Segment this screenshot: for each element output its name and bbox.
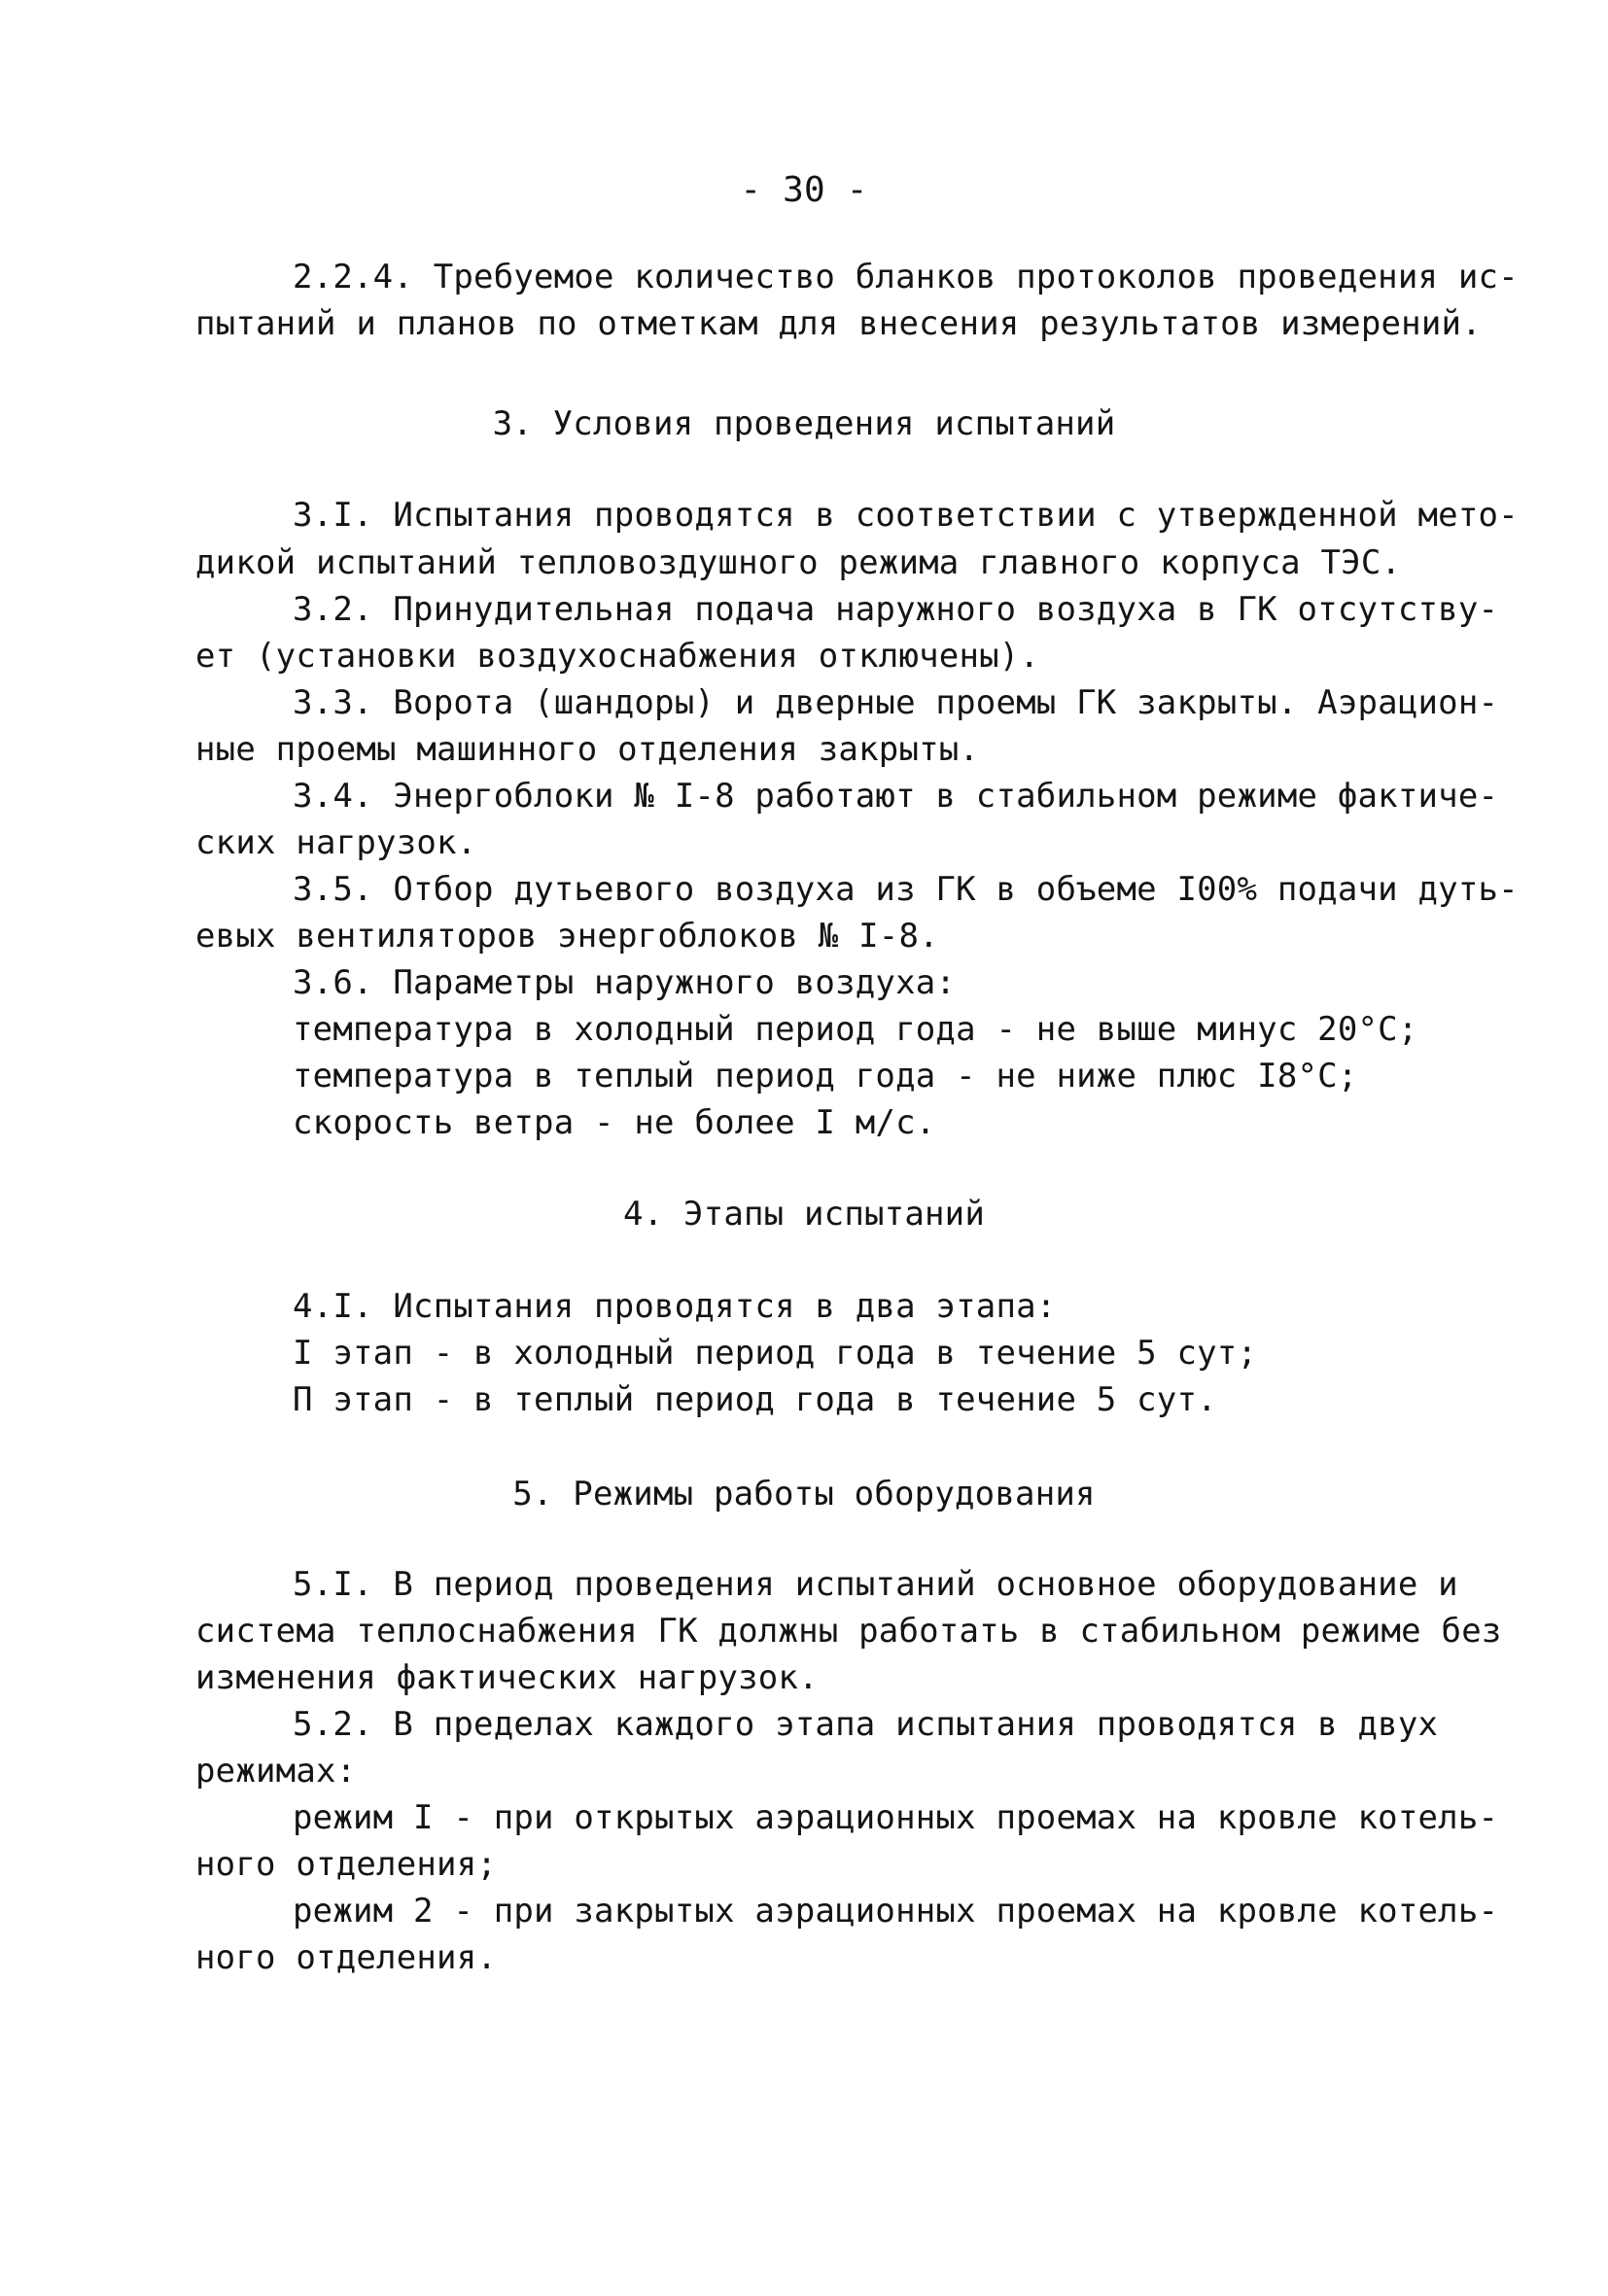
paragraph-5-1-line-1: 5.I. В период проведения испытаний основное оборудование и (293, 1565, 1458, 1604)
paragraph-5-1-line-3: изменения фактических нагрузок. (195, 1658, 819, 1697)
paragraph-3-4-line-1: 3.4. Энергоблоки № I-8 работают в стабильном режиме фактиче- (293, 777, 1499, 816)
paragraph-5-1-line-2: система теплоснабжения ГК должны работать в стабильном режиме без (195, 1612, 1502, 1651)
paragraph-3-5-line-2: евых вентиляторов энергоблоков № I-8. (195, 917, 939, 956)
paragraph-5-2-line-4: ного отделения; (195, 1845, 498, 1884)
paragraph-4-1-line-3: П этап - в теплый период года в течение 5 сут. (293, 1380, 1217, 1419)
paragraph-3-6-line-4: скорость ветра - не более I м/с. (293, 1103, 936, 1142)
page-number: - 30 - (740, 170, 868, 210)
paragraph-5-2-line-3: режим I - при открытых аэрационных проемах на кровле котель- (293, 1798, 1499, 1837)
paragraph-3-6-line-2: температура в холодный период года - не выше минус 20°С; (293, 1010, 1418, 1049)
paragraph-3-2-line-1: 3.2. Принудительная подача наружного воздуха в ГК отсутству- (293, 590, 1499, 629)
paragraph-4-1-line-2: I этап - в холодный период года в течение 5 сут; (293, 1334, 1258, 1373)
paragraph-5-2-line-5: режим 2 - при закрытых аэрационных проемах на кровле котель- (293, 1892, 1499, 1931)
section-3-heading: 3. Условия проведения испытаний (492, 404, 1116, 443)
paragraph-2-2-4-line-2: пытаний и планов по отметкам для внесения результатов измерений. (195, 304, 1482, 343)
paragraph-5-2-line-1: 5.2. В пределах каждого этапа испытания проводятся в двух (293, 1705, 1439, 1744)
paragraph-3-6-line-1: 3.6. Параметры наружного воздуха: (293, 963, 957, 1002)
paragraph-3-1-line-2: дикой испытаний тепловоздушного режима главного корпуса ТЭС. (195, 543, 1402, 582)
paragraph-3-2-line-2: ет (установки воздухоснабжения отключены). (195, 637, 1040, 676)
paragraph-3-1-line-1: 3.I. Испытания проводятся в соответствии с утвержденной мето- (293, 496, 1519, 535)
paragraph-3-3-line-1: 3.3. Ворота (шандоры) и дверные проемы ГК закрыты. Аэрацион- (293, 683, 1499, 722)
section-5-heading: 5. Режимы работы оборудования (512, 1475, 1096, 1513)
paragraph-4-1-line-1: 4.I. Испытания проводятся в два этапа: (293, 1287, 1057, 1326)
paragraph-3-4-line-2: ских нагрузок. (195, 823, 477, 862)
paragraph-5-2-line-6: ного отделения. (195, 1938, 498, 1977)
paragraph-5-2-line-2: режимах: (195, 1752, 357, 1791)
paragraph-3-5-line-1: 3.5. Отбор дутьевого воздуха из ГК в объеме I00% подачи дуть- (293, 870, 1519, 909)
section-4-heading: 4. Этапы испытаний (622, 1195, 986, 1234)
paragraph-3-3-line-2: ные проемы машинного отделения закрыты. (195, 730, 980, 769)
paragraph-3-6-line-3: температура в теплый период года - не ниже плюс I8°С; (293, 1057, 1358, 1096)
paragraph-2-2-4-line-1: 2.2.4. Требуемое количество бланков протоколов проведения ис- (293, 258, 1519, 296)
